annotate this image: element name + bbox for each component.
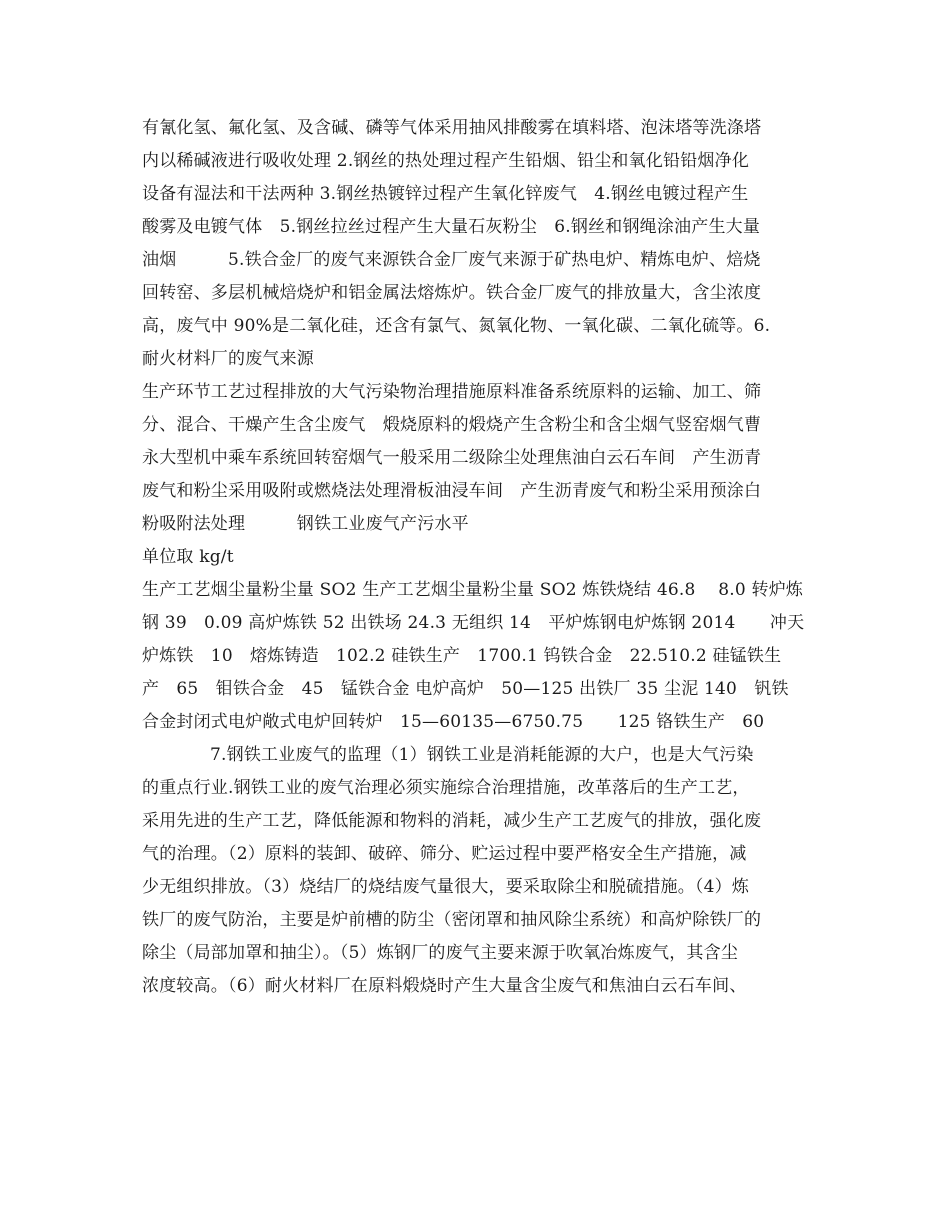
text-line: 浓度较高。（6）耐火材料厂在原料煅烧时产生大量含尘废气和焦油白云石车间、 bbox=[142, 976, 747, 996]
text-line: 的重点行业.钢铁工业的废气治理必须实施综合治理措施，改革落后的生产工艺， bbox=[142, 778, 750, 798]
text-line: 生产工艺烟尘量粉尘量 SO2 生产工艺烟尘量粉尘量 SO2 炼铁烧结 46.8 8.0 转炉炼 bbox=[142, 580, 804, 600]
text-line: 合金封闭式电炉敞式电炉回转炉 15—60135—6750.75 125 铬铁生产 60 bbox=[142, 712, 765, 732]
text-line: 气的治理。（2）原料的装卸、破碎、筛分、贮运过程中要严格安全生产措施，减 bbox=[142, 844, 747, 864]
text-line: 单位取 kg/t bbox=[142, 547, 234, 567]
text-line: 设备有湿法和干法两种 3.钢丝热镀锌过程产生氧化锌废气 4.钢丝电镀过程产生 bbox=[142, 184, 749, 204]
text-line: 油烟 5.铁合金厂的废气来源铁合金厂废气来源于矿热电炉、精炼电炉、焙烧 bbox=[142, 250, 761, 270]
text-line: 酸雾及电镀气体 5.钢丝拉丝过程产生大量石灰粉尘 6.钢丝和钢绳涂油产生大量 bbox=[142, 217, 761, 237]
text-line: 铁厂的废气防治，主要是炉前槽的防尘（密闭罩和抽风除尘系统）和高炉除铁厂的 bbox=[142, 910, 762, 930]
text-line: 耐火材料厂的废气来源 bbox=[142, 349, 314, 369]
text-line: 高，废气中 90%是二氧化硅，还含有氯气、氮氧化物、一氧化碳、二氧化硫等。6. bbox=[142, 316, 771, 336]
text-line: 采用先进的生产工艺，降低能源和物料的消耗，减少生产工艺废气的排放，强化废 bbox=[142, 811, 762, 831]
text-line: 产 65 钼铁合金 45 锰铁合金 电炉高炉 50—125 出铁厂 35 尘泥 140 钒铁 bbox=[142, 679, 789, 699]
text-line: 永大型机中乘车系统回转窑烟气一般采用二级除尘处理焦油白云石车间 产生沥青 bbox=[142, 448, 762, 468]
text-line: 回转窑、多层机械焙烧炉和铝金属法熔炼炉。铁合金厂废气的排放量大，含尘浓度 bbox=[142, 283, 762, 303]
text-line: 有氰化氢、氟化氢、及含碱、磷等气体采用抽风排酸雾在填料塔、泡沫塔等洗涤塔 bbox=[142, 118, 762, 138]
text-line: 少无组织排放。（3）烧结厂的烧结废气量很大，要采取除尘和脱硫措施。（4）炼 bbox=[142, 877, 750, 897]
text-line: 粉吸附法处理 钢铁工业废气产污水平 bbox=[142, 514, 469, 534]
text-line: 内以稀碱液进行吸收处理 2.钢丝的热处理过程产生铅烟、铅尘和氧化铅铅烟净化 bbox=[142, 151, 750, 171]
paragraph-start-line: 7.钢铁工业废气的监理（1）钢铁工业是消耗能源的大户，也是大气污染 bbox=[210, 745, 754, 765]
text-line: 生产环节工艺过程排放的大气污染物治理措施原料准备系统原料的运输、加工、筛 bbox=[142, 382, 762, 402]
text-line: 分、混合、干燥产生含尘废气 煅烧原料的煅烧产生含粉尘和含尘烟气竖窑烟气曹 bbox=[142, 415, 762, 435]
text-line: 除尘（局部加罩和抽尘）。（5）炼钢厂的废气主要来源于吹氧冶炼废气，其含尘 bbox=[142, 943, 739, 963]
text-line: 废气和粉尘采用吸附或燃烧法处理滑板油浸车间 产生沥青废气和粉尘采用预涂白 bbox=[142, 481, 762, 501]
text-line: 炉炼铁 10 熔炼铸造 102.2 硅铁生产 1700.1 钨铁合金 22.510.2 硅锰铁生 bbox=[142, 646, 782, 666]
text-line: 钢 39 0.09 高炉炼铁 52 出铁场 24.3 无组织 14 平炉炼钢电炉炼钢 2014 冲天 bbox=[142, 613, 805, 633]
